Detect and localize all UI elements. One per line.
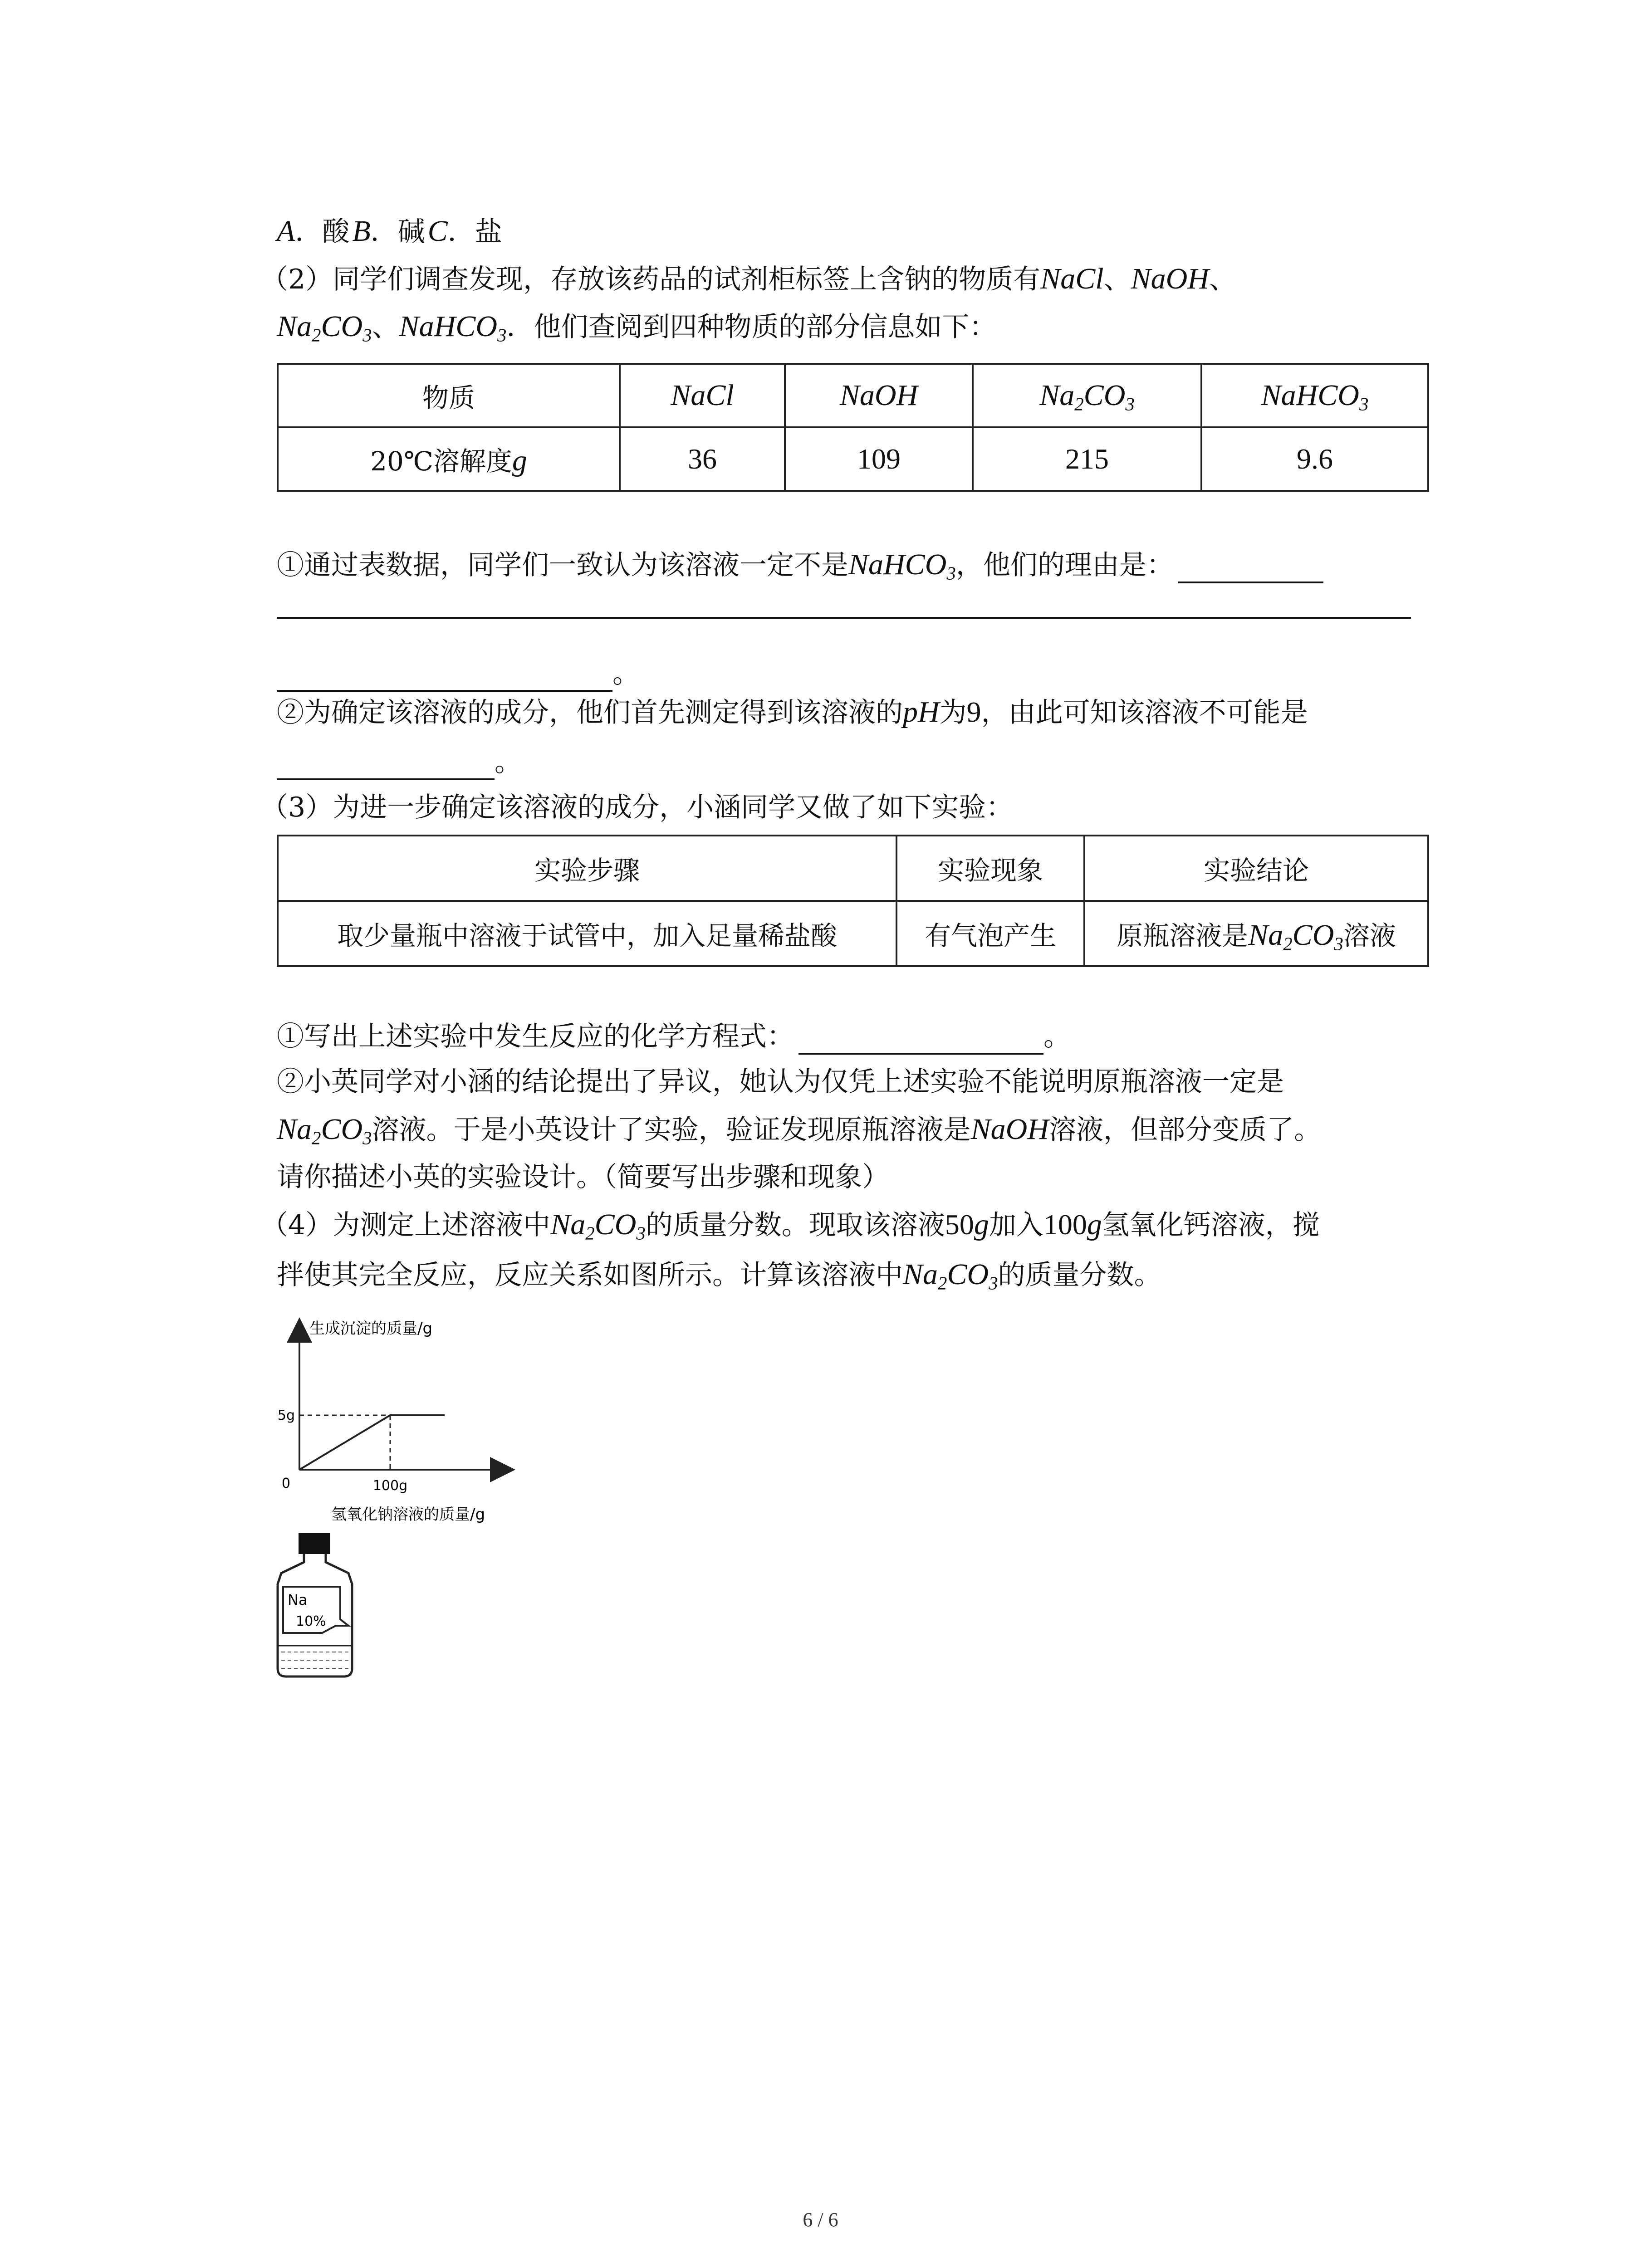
row-label: 20℃溶解度g xyxy=(278,427,620,491)
option-a-text: ．酸 xyxy=(295,216,350,248)
q2-sub2 xyxy=(277,694,1308,731)
q2-sub2-mid: 为 xyxy=(939,697,967,728)
ph-value: 9 xyxy=(966,696,981,728)
formula-na2co3: $Na_2CO_3$ xyxy=(903,1258,998,1294)
q2-intro-line1 xyxy=(261,261,1236,298)
q4-line1 xyxy=(261,1207,1320,1243)
q2-sub2-prefix: ②为确定该溶液的成分，他们首先测定得到该溶液的 xyxy=(277,697,903,728)
separator: 、 xyxy=(1103,264,1131,295)
formula-na2co3: $Na_2CO_3$ xyxy=(277,310,372,346)
cell-value: 36 xyxy=(620,427,785,491)
answer-blank[interactable] xyxy=(798,1025,1043,1055)
reagent-bottle-image xyxy=(272,1529,363,1683)
header-nahco3: NaHCO$_3$ xyxy=(1201,364,1428,427)
formula-naoh: NaOH xyxy=(970,1113,1049,1146)
answer-blank[interactable] xyxy=(1178,553,1323,583)
option-c-text: ．盐 xyxy=(447,216,502,248)
q2-sub1-prefix: ①通过表数据，同学们一致认为该溶液一定不是 xyxy=(277,549,848,581)
series-line xyxy=(299,1415,445,1470)
q2-sub1-end xyxy=(277,655,640,692)
q4-line2 xyxy=(277,1256,1161,1293)
table-header-row xyxy=(278,836,1428,901)
option-b-text: ．碱 xyxy=(370,216,425,248)
experiment-table xyxy=(277,835,1429,967)
table-row xyxy=(278,427,1428,491)
formula-nacl: NaCl xyxy=(1040,262,1104,295)
mass-100: 100 xyxy=(1043,1208,1087,1241)
unit-g: g xyxy=(974,1208,989,1241)
q2-intro-end: ．他们查阅到四种物质的部分信息如下： xyxy=(506,311,997,343)
q2-sub2-suffix: ，由此可知该溶液不可能是 xyxy=(981,697,1308,728)
separator: 、 xyxy=(1209,264,1236,295)
q2-sub1 xyxy=(277,547,1323,583)
header-nacl: NaCl xyxy=(620,364,785,427)
q2-sub2-end xyxy=(277,744,522,780)
header-naoh: NaOH xyxy=(785,364,973,427)
option-a-letter: A xyxy=(277,215,295,248)
period: 。 xyxy=(612,658,640,689)
table-row xyxy=(278,901,1428,966)
cell-steps: 取少量瓶中溶液于试管中，加入足量稀盐酸 xyxy=(278,901,896,966)
q4-text-e: 拌使其完全反应，反应关系如图所示。计算该溶液中 xyxy=(277,1259,903,1291)
x-axis-label: 氢氧化钠溶液的质量/g xyxy=(331,1505,485,1524)
q4-text-a: （4）为测定上述溶液中 xyxy=(261,1209,551,1241)
q2-intro-line2 xyxy=(277,308,996,345)
option-b-letter: B xyxy=(352,215,371,248)
y-axis-label: 生成沉淀的质量/g xyxy=(309,1320,433,1338)
q4-text-d: 氢氧化钙溶液，搅 xyxy=(1102,1209,1320,1241)
cell-phenomenon: 有气泡产生 xyxy=(896,901,1084,966)
header-na2co3: $Na_2CO_3$ xyxy=(973,364,1201,427)
period: 。 xyxy=(1043,1021,1071,1052)
q3-intro: （3）为进一步确定该溶液的成分，小涵同学又做了如下实验： xyxy=(261,792,1014,823)
origin-label: 0 xyxy=(281,1476,290,1491)
header-substance: 物质 xyxy=(278,364,620,427)
q3-sub2-line3: 请你描述小英的实验设计。（简要写出步骤和现象） xyxy=(277,1161,889,1193)
q3-sub2-line1: ②小英同学对小涵的结论提出了异议，她认为仅凭上述实验不能说明原瓶溶液一定是 xyxy=(277,1066,1284,1098)
answer-blank[interactable] xyxy=(277,750,495,780)
q3-sub2-text-b: 溶液，但部分变质了。 xyxy=(1048,1114,1321,1146)
answer-blank-line[interactable] xyxy=(277,612,1411,619)
q3-sub1-text: ①写出上述实验中发生反应的化学方程式： xyxy=(277,1021,794,1052)
formula-nahco3: NaHCO$_3$ xyxy=(399,310,507,346)
q3-sub2-text-a: 溶液。于是小英设计了实验，验证发现原瓶溶液是 xyxy=(372,1114,971,1146)
q1-options xyxy=(277,213,502,250)
unit-g: g xyxy=(1087,1208,1102,1241)
ph-symbol: pH xyxy=(903,695,940,728)
bottle-label-line2: 10% xyxy=(296,1613,326,1629)
header-phenomenon: 实验现象 xyxy=(896,836,1084,901)
option-c-letter: C xyxy=(427,215,448,248)
formula-nahco3: NaHCO$_3$ xyxy=(848,548,956,584)
x-tick-label: 100g xyxy=(372,1478,408,1494)
q2-intro-text: （2）同学们调查发现，存放该药品的试剂柜标签上含钠的物质有 xyxy=(261,264,1041,295)
q4-text-c: 加入 xyxy=(989,1209,1043,1241)
formula-na2co3: $Na_2CO_3$ xyxy=(550,1208,646,1244)
cell-conclusion: 原瓶溶液是$Na_2CO_3$溶液 xyxy=(1084,901,1428,966)
precipitate-chart xyxy=(254,1306,544,1533)
answer-blank[interactable] xyxy=(277,662,612,692)
y-tick-label: 5g xyxy=(277,1408,295,1423)
formula-naoh: NaOH xyxy=(1131,262,1209,295)
cell-value: 9.6 xyxy=(1201,427,1428,491)
page-number: 6 / 6 xyxy=(803,2209,838,2231)
q4-text-f: 的质量分数。 xyxy=(998,1259,1161,1291)
bottle-cap xyxy=(299,1533,330,1554)
header-steps: 实验步骤 xyxy=(278,836,896,901)
q3-sub2-line2 xyxy=(277,1111,1321,1148)
separator: 、 xyxy=(372,311,399,343)
solubility-table xyxy=(277,363,1429,492)
q2-sub1-suffix: ，他们的理由是： xyxy=(955,549,1174,581)
mass-50: 50 xyxy=(945,1208,974,1241)
q3-sub1 xyxy=(277,1018,1071,1055)
table-header-row xyxy=(278,364,1428,427)
period: 。 xyxy=(495,746,522,778)
header-conclusion: 实验结论 xyxy=(1084,836,1428,901)
cell-value: 109 xyxy=(785,427,973,491)
bottle-label-line1: Na xyxy=(288,1591,308,1608)
cell-value: 215 xyxy=(973,427,1201,491)
formula-na2co3: $Na_2CO_3$ xyxy=(277,1113,372,1149)
q4-text-b: 的质量分数。现取该溶液 xyxy=(645,1209,945,1241)
